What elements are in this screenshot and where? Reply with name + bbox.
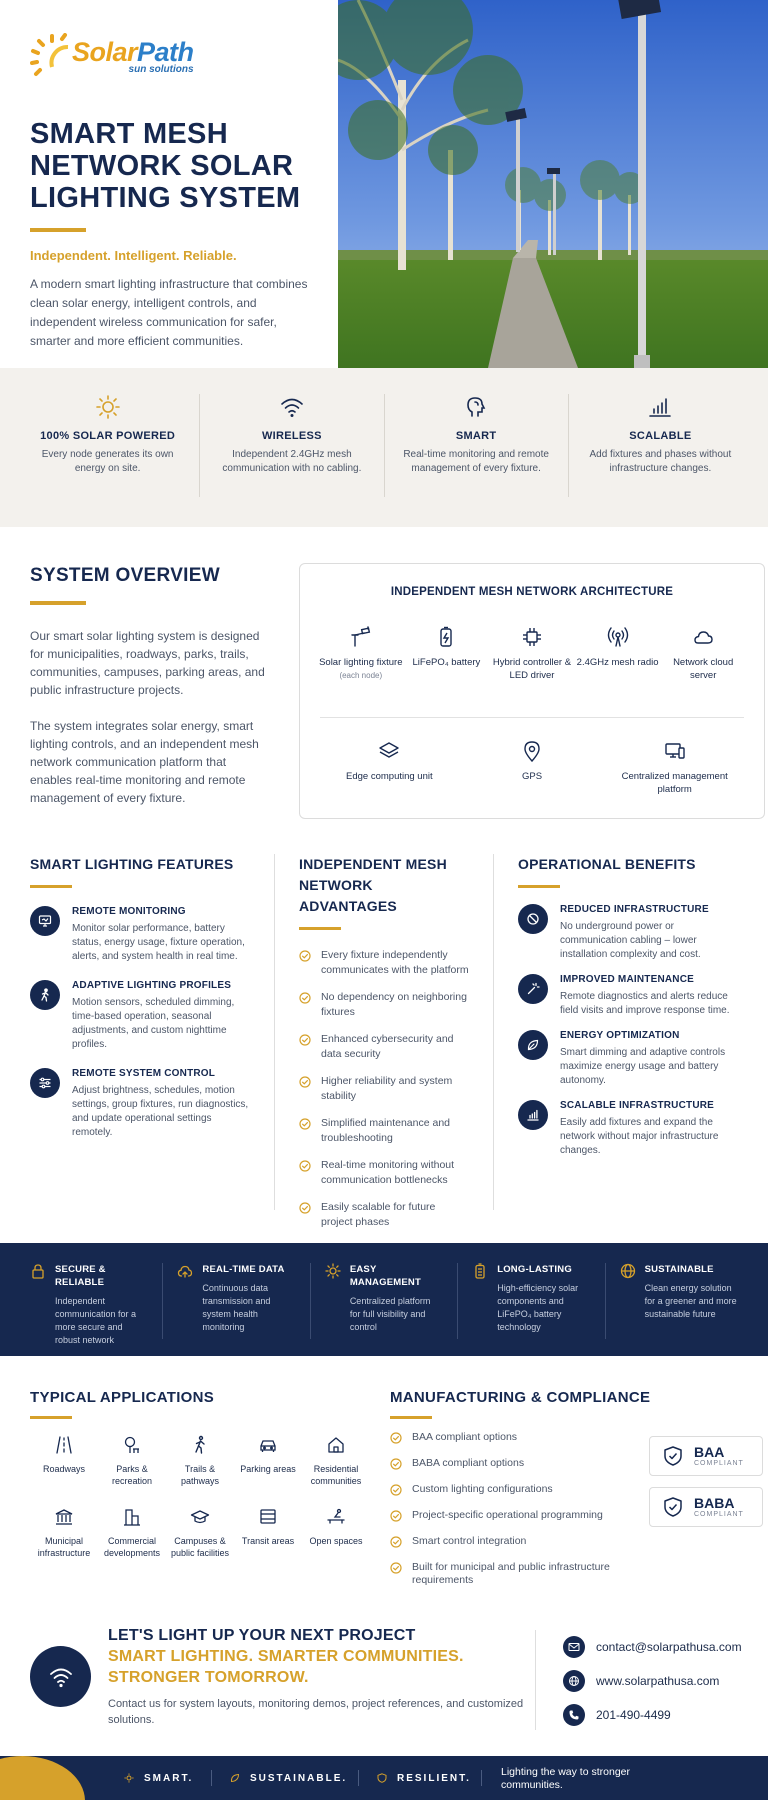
column-title: OPERATIONAL BENEFITS — [518, 856, 696, 872]
compliance-text: Smart control integration — [412, 1535, 527, 1547]
bus-icon — [258, 1507, 278, 1527]
column-divider — [493, 854, 494, 1210]
architecture-row-2 — [318, 740, 746, 796]
cta-wifi-badge — [30, 1646, 91, 1707]
section-underline — [30, 1416, 72, 1419]
feature-item — [30, 1068, 250, 1140]
cert-sub: COMPLIANT — [694, 1460, 744, 1467]
application-label: Campuses & public facilities — [170, 1536, 230, 1558]
footer-sustainable — [230, 1756, 347, 1800]
advantage-text: Real-time monitoring without communication bottlenecks — [321, 1159, 455, 1186]
pillar-title: SCALABLE — [629, 430, 692, 442]
application-label: Parks & recreation — [111, 1464, 153, 1486]
chip-icon — [521, 626, 543, 648]
battery-icon — [435, 626, 457, 648]
highlights-band — [0, 1243, 768, 1356]
highlight-title: REAL-TIME DATA — [202, 1264, 285, 1275]
highlight-text: Continuous data transmission and system health monitoring — [202, 1283, 271, 1332]
architecture-row-1 — [318, 626, 746, 682]
no-sign-icon — [526, 912, 540, 926]
compliance-item — [390, 1483, 620, 1509]
leaf-icon — [526, 1038, 540, 1052]
typical-applications — [30, 1389, 370, 1559]
compliance-item — [390, 1561, 620, 1587]
advantage-text: Higher reliability and system stability — [321, 1075, 453, 1102]
section-underline — [30, 601, 86, 605]
application-label: Open spaces — [309, 1536, 363, 1546]
battery-icon — [472, 1263, 488, 1279]
monitor-icon — [38, 914, 52, 928]
architecture-title: INDEPENDENT MESH NETWORK ARCHITECTURE — [390, 586, 674, 598]
check-circle-icon — [390, 1510, 402, 1522]
radio-icon — [607, 626, 629, 648]
check-circle-icon — [299, 1076, 311, 1088]
hero-tagline: Independent. Intelligent. Reliable. — [30, 248, 237, 263]
compliance-text: BABA compliant options — [412, 1457, 525, 1469]
application-label: Roadways — [42, 1464, 86, 1474]
tree-icon — [122, 1435, 142, 1455]
advantage-item — [299, 1200, 469, 1230]
arch-item-platform — [603, 740, 746, 796]
application-item — [234, 1507, 302, 1559]
bank-icon — [54, 1507, 74, 1527]
arch-item-gps — [461, 740, 604, 796]
layers-icon — [378, 740, 400, 762]
section-title: TYPICAL APPLICATIONS — [30, 1389, 215, 1406]
title-underline — [30, 228, 86, 232]
benefit-item — [518, 904, 740, 962]
pillar-smart — [385, 394, 569, 497]
check-circle-icon — [390, 1536, 402, 1548]
benefit-item — [518, 1100, 740, 1158]
globe-icon — [620, 1263, 636, 1279]
arch-label: Hybrid controller & LED driver — [492, 657, 572, 681]
baa-compliant-badge — [649, 1436, 763, 1476]
architecture-card — [299, 563, 765, 819]
solar-fixture-icon — [350, 626, 372, 648]
advantage-item — [299, 948, 469, 978]
compliance-text: Custom lighting configurations — [412, 1483, 553, 1495]
column-title: INDEPENDENT MESH NETWORK ADVANTAGES — [299, 856, 447, 914]
check-circle-icon — [390, 1432, 402, 1444]
sun-icon — [325, 1263, 341, 1279]
highlight-title: SECURE & RELIABLE — [55, 1264, 106, 1288]
phone-icon — [568, 1709, 580, 1721]
highlight-title: SUSTAINABLE — [644, 1264, 714, 1275]
logo-subtitle: sun solutions — [128, 63, 194, 75]
contact-list — [563, 1630, 742, 1732]
application-item — [98, 1507, 166, 1559]
pillar-solar — [16, 394, 200, 497]
benefit-text: Smart dimming and adaptive controls maximize energy usage and battery autonomy. — [560, 1047, 726, 1086]
wifi-icon — [279, 394, 305, 420]
walker-icon — [38, 988, 52, 1002]
check-circle-icon — [299, 1202, 311, 1214]
footer-divider — [358, 1770, 359, 1786]
advantages-list — [299, 948, 469, 1230]
shield-icon — [377, 1773, 387, 1783]
hiker-icon — [190, 1435, 210, 1455]
application-label: Municipal infrastructure — [37, 1536, 91, 1558]
footer-smart — [124, 1756, 193, 1800]
highlight-secure — [16, 1263, 163, 1345]
compliance-item — [390, 1457, 620, 1483]
compliance-item — [390, 1535, 620, 1561]
brain-icon — [463, 394, 489, 420]
arch-label: Network cloud server — [673, 657, 734, 681]
pillar-text: Every node generates its own energy on site. — [41, 449, 174, 474]
cta-divider — [535, 1630, 536, 1730]
mail-icon — [568, 1641, 580, 1653]
overview-paragraph-2: The system integrates solar energy, smart lighting controls, and an independent mesh network communication platform that enables real-time monitoring and remote management of every fixture. — [30, 719, 259, 805]
check-circle-icon — [390, 1484, 402, 1496]
benefit-title: ENERGY OPTIMIZATION — [560, 1030, 680, 1041]
application-item — [302, 1435, 370, 1487]
feature-text: Motion sensors, scheduled dimming, time-based operation, seasonal adjustments, and custom nighttime profiles. — [72, 997, 235, 1050]
check-circle-icon — [299, 1034, 311, 1046]
footer-divider — [481, 1770, 482, 1786]
benefit-title: IMPROVED MAINTENANCE — [560, 974, 695, 985]
footer-tagline: Lighting the way to stronger communities. — [501, 1766, 630, 1791]
application-item — [234, 1435, 302, 1487]
highlight-title: LONG-LASTING — [497, 1264, 572, 1275]
advantage-item — [299, 1032, 469, 1062]
advantage-item — [299, 990, 469, 1020]
hero-photo-solar-streetlight — [338, 0, 768, 368]
advantage-item — [299, 1074, 469, 1104]
manufacturing-compliance — [390, 1389, 760, 1587]
key-pillars-strip — [0, 368, 768, 527]
benefit-title: SCALABLE INFRASTRUCTURE — [560, 1100, 715, 1111]
arch-item-radio — [575, 626, 661, 682]
check-circle-icon — [299, 992, 311, 1004]
contact-email[interactable] — [563, 1630, 742, 1664]
arch-item-cloud — [660, 626, 746, 682]
devices-icon — [664, 740, 686, 762]
logo-wordmark: SolarPath — [72, 36, 194, 67]
feature-title: ADAPTIVE LIGHTING PROFILES — [72, 980, 232, 991]
pillar-title: WIRELESS — [261, 430, 322, 442]
cert-name: BAA — [694, 1444, 725, 1460]
application-label: Transit areas — [241, 1536, 295, 1546]
application-label: Trails & pathways — [180, 1464, 220, 1486]
advantage-item — [299, 1158, 469, 1188]
overview-paragraph-1: Our smart solar lighting system is designed for municipalities, roadways, parks, trails, communities, campuses, parking areas, and public infrastructure projects. — [30, 629, 265, 697]
pillar-title: SMART — [455, 430, 497, 442]
system-overview — [30, 565, 270, 807]
column-underline — [518, 885, 560, 888]
arch-sublabel: (each node) — [339, 671, 383, 680]
application-item — [166, 1435, 234, 1487]
mesh-network-advantages — [299, 854, 469, 1230]
solarpath-logo — [30, 30, 308, 82]
column-title: SMART LIGHTING FEATURES — [30, 856, 234, 872]
arch-label: GPS — [521, 771, 543, 782]
cert-sub: COMPLIANT — [694, 1511, 744, 1518]
feature-item — [30, 980, 250, 1052]
wand-icon — [526, 982, 540, 996]
highlight-sustainable — [606, 1263, 752, 1339]
footer-bar — [0, 1756, 768, 1800]
sun-rays-logo-icon — [30, 33, 70, 79]
compliance-item — [390, 1509, 620, 1535]
shield-check-icon — [662, 1496, 684, 1518]
benefit-item — [518, 1030, 740, 1088]
baba-compliant-badge — [649, 1487, 763, 1527]
sun-icon — [124, 1773, 134, 1783]
compliance-text: Project-specific operational programming — [412, 1509, 603, 1521]
footer-resilient-label: RESILIENT. — [397, 1772, 471, 1784]
hero-text-panel — [0, 0, 338, 368]
pillar-wireless — [200, 394, 384, 497]
application-item — [98, 1435, 166, 1487]
advantage-text: Enhanced cybersecurity and data security — [321, 1033, 454, 1060]
compliance-text: BAA compliant options — [412, 1431, 518, 1443]
highlight-title: EASY MANAGEMENT — [349, 1264, 421, 1288]
grad-cap-icon — [190, 1507, 210, 1527]
footer-resilient — [377, 1756, 471, 1800]
road-icon — [54, 1435, 74, 1455]
bar-chart-icon — [647, 394, 673, 420]
check-circle-icon — [390, 1562, 402, 1574]
feature-title: REMOTE SYSTEM CONTROL — [72, 1068, 216, 1079]
highlight-text: Independent communication for a more secure and robust network — [55, 1296, 137, 1345]
benefit-text: No underground power or communication cabling – lower installation complexity and cost. — [560, 921, 701, 960]
feature-text: Adjust brightness, schedules, motion settings, group fixtures, run diagnostics, and update operational settings remotely. — [72, 1085, 249, 1138]
sliders-icon — [38, 1076, 52, 1090]
pillar-text: Add fixtures and phases without infrastructure changes. — [589, 449, 732, 474]
house-icon — [326, 1435, 346, 1455]
sun-icon — [95, 394, 121, 420]
contact-web[interactable] — [563, 1664, 742, 1698]
operational-benefits — [518, 854, 740, 1158]
cta-slogan-2: STRONGER TOMORROW. — [108, 1669, 309, 1686]
pillar-scalable — [569, 394, 752, 497]
arch-item-fixture — [318, 626, 404, 682]
cta-slogan-1: SMART LIGHTING. SMARTER COMMUNITIES. — [108, 1648, 464, 1665]
section-title: MANUFACTURING & COMPLIANCE — [390, 1389, 651, 1406]
application-item — [166, 1507, 234, 1559]
footer-smart-label: SMART. — [144, 1772, 194, 1784]
applications-grid — [30, 1435, 370, 1559]
section-title: SYSTEM OVERVIEW — [30, 565, 220, 586]
architecture-divider — [320, 717, 744, 718]
footer-sustainable-label: SUSTAINABLE. — [250, 1772, 348, 1784]
column-divider — [274, 854, 275, 1210]
advantage-item — [299, 1116, 469, 1146]
highlight-text: Centralized platform for full visibility and control — [349, 1296, 431, 1332]
highlight-text: Clean energy solution for a greener and more sustainable future — [644, 1283, 737, 1319]
arch-label: Centralized management platform — [621, 771, 728, 795]
footer-gold-arc — [0, 1756, 85, 1800]
contact-phone[interactable] — [563, 1698, 742, 1732]
pillar-title: 100% SOLAR POWERED — [40, 430, 176, 442]
cloud-icon — [692, 626, 714, 648]
website-link[interactable]: www.solarpathusa.com — [596, 1674, 720, 1688]
benefit-text: Remote diagnostics and alerts reduce field visits and improve response time. — [560, 991, 730, 1016]
compliance-item — [390, 1431, 620, 1457]
smart-lighting-features — [30, 854, 250, 1140]
compliance-text: Built for municipal and public infrastructure requirements — [412, 1561, 610, 1586]
phone-link[interactable]: 201-490-4499 — [596, 1708, 671, 1722]
bar-chart-icon — [526, 1108, 540, 1122]
check-circle-icon — [299, 1160, 311, 1172]
arch-label: Edge computing unit — [346, 771, 433, 782]
application-label: Residential communities — [310, 1464, 362, 1486]
arch-item-controller — [489, 626, 575, 682]
leaf-icon — [230, 1773, 240, 1783]
column-underline — [299, 927, 341, 930]
globe-icon — [568, 1675, 580, 1687]
building-icon — [122, 1507, 142, 1527]
advantage-text: No dependency on neighboring fixtures — [321, 991, 467, 1018]
arch-item-battery — [404, 626, 490, 682]
check-circle-icon — [299, 950, 311, 962]
cta-text: Contact us for system layouts, monitoring demos, project references, and customized solutions. — [108, 1698, 524, 1726]
bench-icon — [326, 1507, 346, 1527]
arch-label: Solar lighting fixture — [319, 657, 403, 668]
arch-label: LiFePO₄ battery — [412, 657, 481, 668]
map-pin-icon — [521, 740, 543, 762]
advantage-text: Every fixture independently communicates with the platform — [321, 949, 469, 976]
advantage-text: Simplified maintenance and troubleshooting — [321, 1117, 450, 1144]
check-circle-icon — [299, 1118, 311, 1130]
check-circle-icon — [390, 1458, 402, 1470]
column-underline — [30, 885, 72, 888]
benefit-text: Easily add fixtures and expand the network without major infrastructure changes. — [560, 1117, 719, 1156]
email-link[interactable]: contact@solarpathusa.com — [596, 1640, 742, 1654]
manufacturing-list — [390, 1431, 620, 1587]
page-title: SMART MESH NETWORK SOLAR LIGHTING SYSTEM — [30, 118, 301, 214]
application-item — [302, 1507, 370, 1559]
cta-heading: LET'S LIGHT UP YOUR NEXT PROJECT — [108, 1627, 416, 1644]
section-underline — [390, 1416, 432, 1419]
shield-check-icon — [662, 1445, 684, 1467]
highlight-realtime — [163, 1263, 310, 1339]
arch-item-edge — [318, 740, 461, 796]
car-icon — [258, 1435, 278, 1455]
wifi-icon — [48, 1664, 74, 1690]
hero-section — [0, 0, 768, 368]
arch-label: 2.4GHz mesh radio — [576, 657, 659, 668]
highlight-management — [311, 1263, 458, 1339]
highlight-text: High-efficiency solar components and LiFePO₄ battery technology — [497, 1283, 579, 1332]
pillar-text: Real-time monitoring and remote management of every fixture. — [403, 449, 549, 474]
application-label: Parking areas — [240, 1464, 296, 1474]
feature-item — [30, 906, 250, 964]
application-item — [30, 1435, 98, 1487]
call-to-action — [108, 1625, 528, 1728]
feature-title: REMOTE MONITORING — [72, 906, 186, 917]
application-item — [30, 1507, 98, 1559]
feature-text: Monitor solar performance, battery status, energy usage, fixture operation, alerts, and system health in real time. — [72, 923, 245, 962]
cloud-upload-icon — [177, 1263, 193, 1279]
advantage-text: Easily scalable for future project phases — [321, 1201, 436, 1228]
benefit-title: REDUCED INFRASTRUCTURE — [560, 904, 709, 915]
hero-description: A modern smart lighting infrastructure that combines clean solar energy, intelligent controls, and independent wireless communication for safer, smarter and more efficient communities. — [30, 277, 308, 348]
highlight-long-lasting — [458, 1263, 605, 1339]
benefit-item — [518, 974, 740, 1018]
cert-name: BABA — [694, 1495, 735, 1511]
application-label: Commercial developments — [103, 1536, 161, 1558]
lock-icon — [30, 1263, 46, 1279]
pillar-text: Independent 2.4GHz mesh communication with no cabling. — [222, 449, 362, 474]
footer-divider — [211, 1770, 212, 1786]
